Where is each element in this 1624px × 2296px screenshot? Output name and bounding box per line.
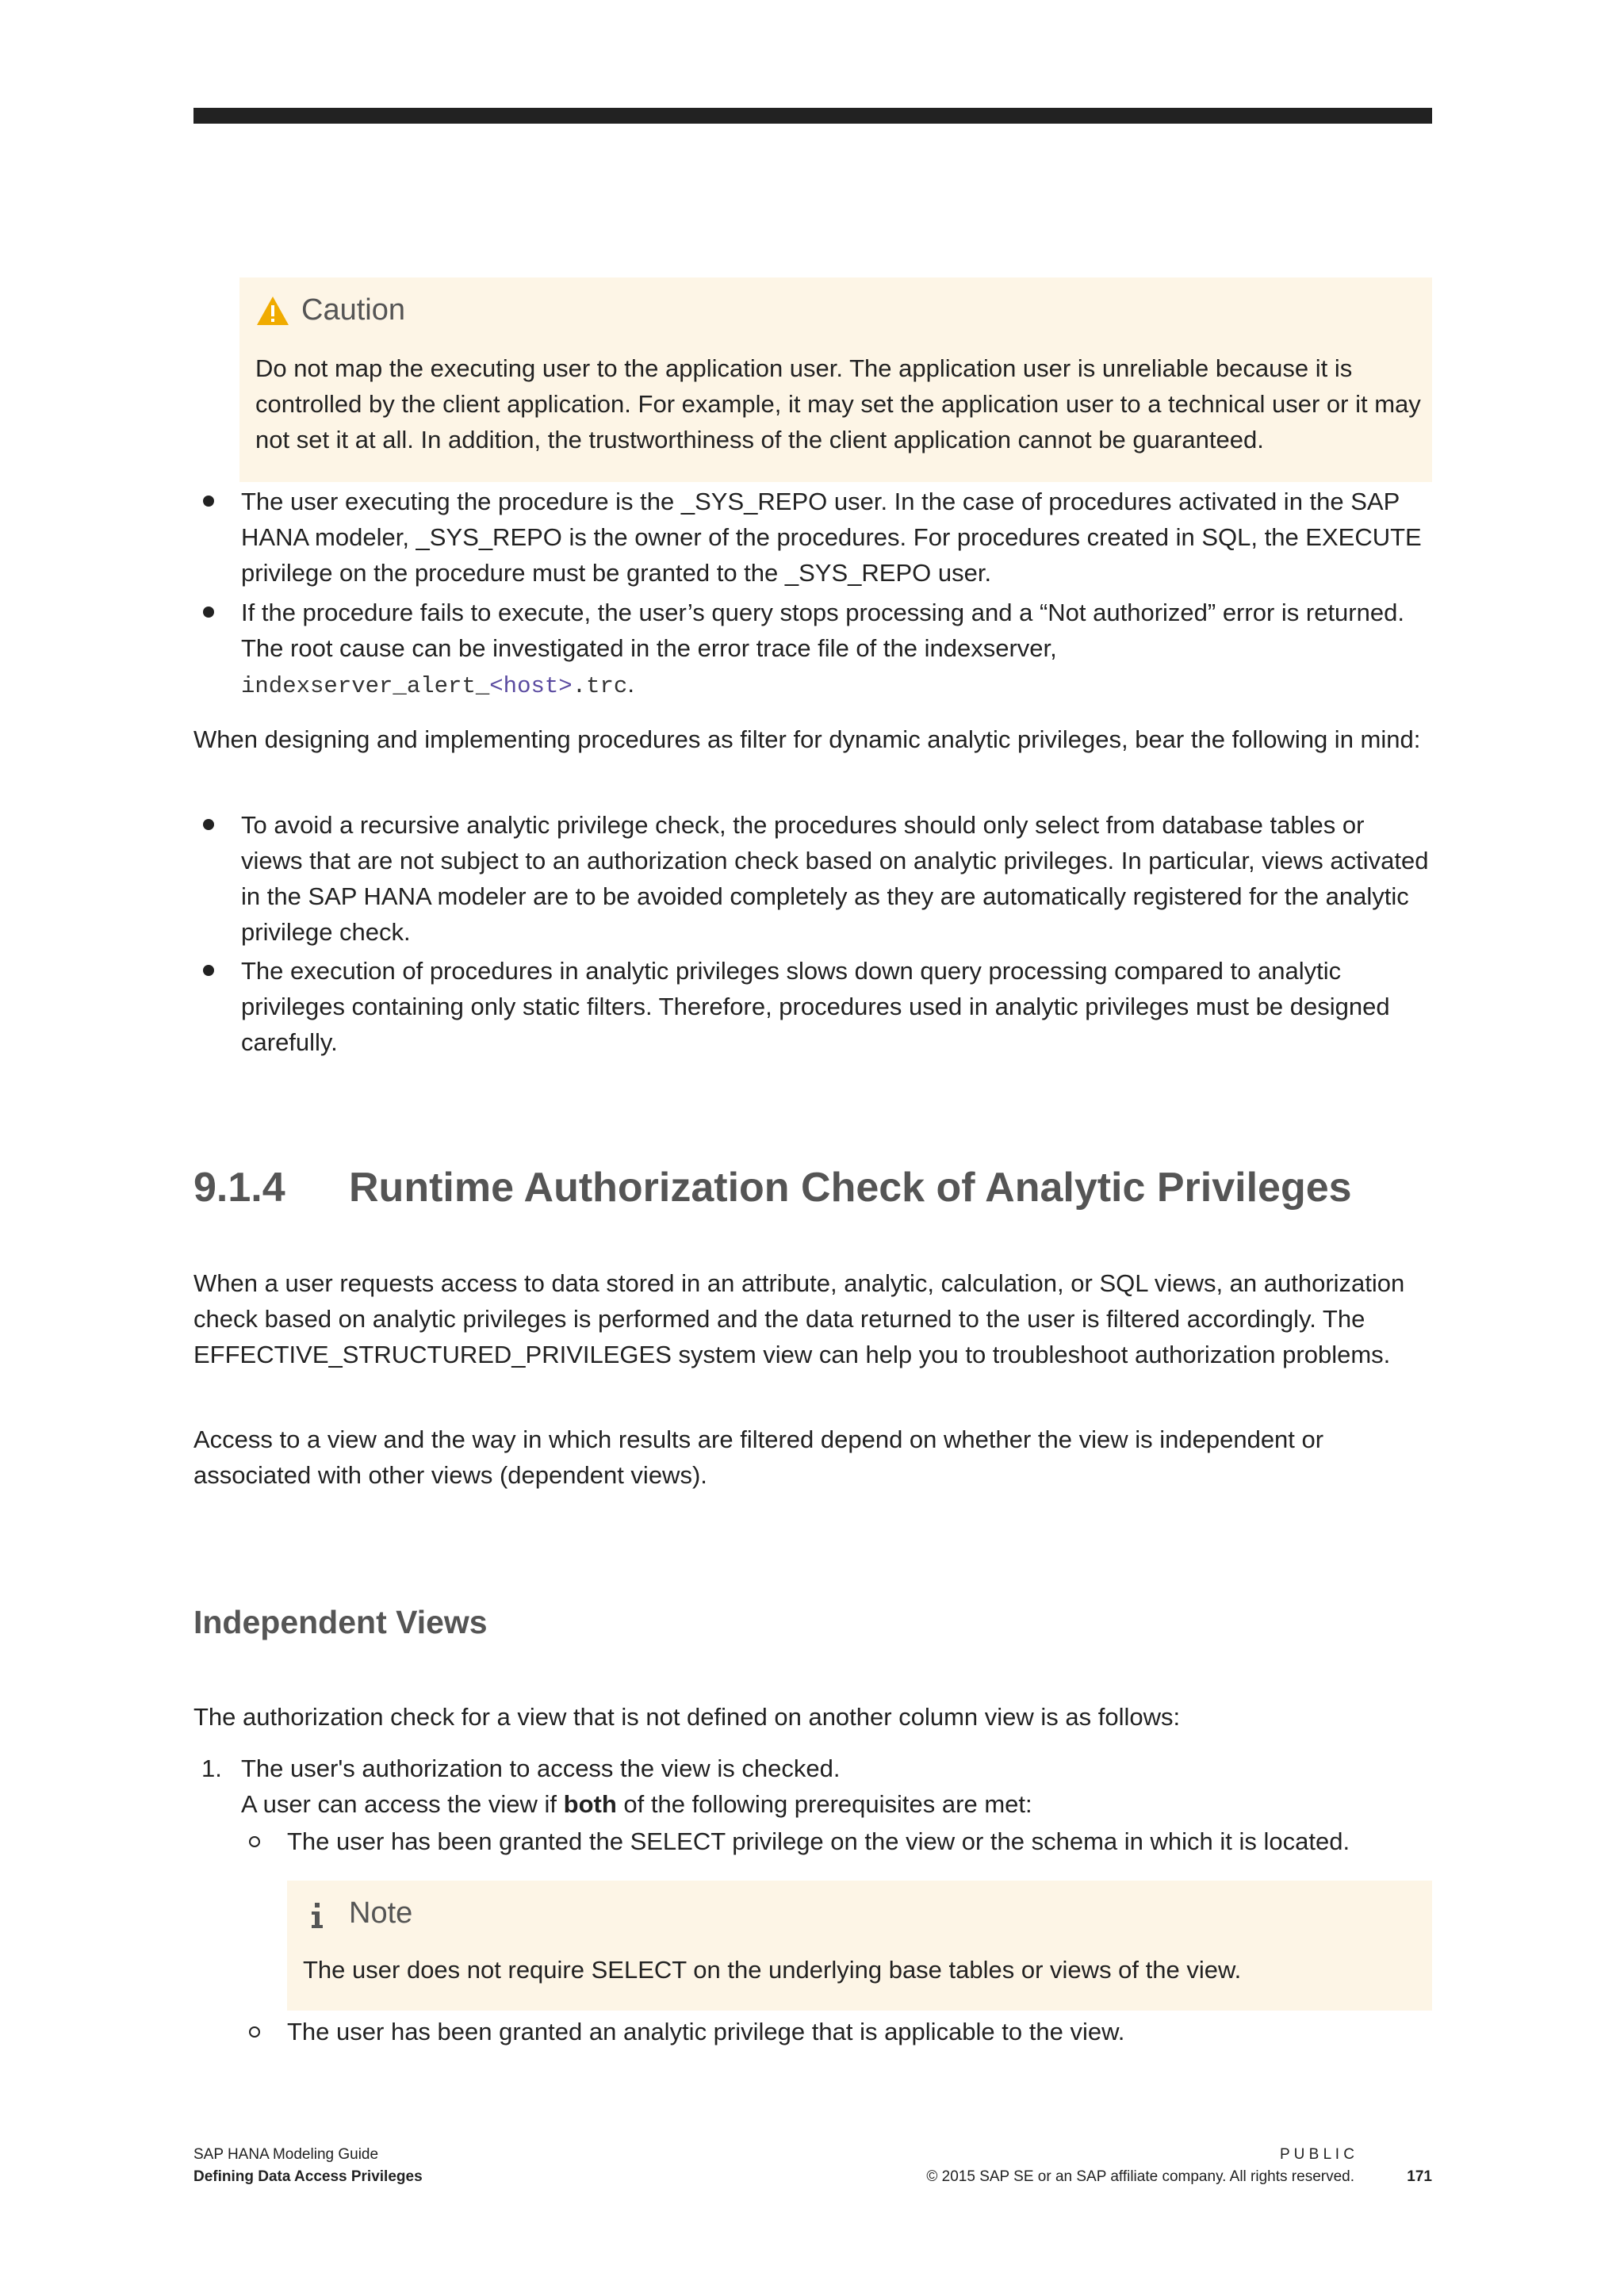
subsection-heading: Independent Views — [193, 1604, 488, 1640]
note-body: The user does not require SELECT on the underlying base tables or views of the view. — [303, 1956, 1242, 1984]
trace-file-name: indexserver_alert_<host>.trc — [241, 673, 628, 699]
sub-list-item: The user has been granted the SELECT privilege on the view or the schema in which it is located. — [287, 1827, 1350, 1855]
bullet-marker — [203, 496, 214, 507]
step-text: The user's authorization to access the view is checked. A user can access the view if both of the following prerequisites are met: — [241, 1755, 1032, 1818]
list-item: To avoid a recursive analytic privilege check, the procedures should only select from database tables or views that are not subject to an authorization check based on analytic privileges. In particular, views activated in the SAP HANA modeler are to be avoided completely as they are automatically registered for the analytic privilege check. — [241, 811, 1429, 946]
caution-title: Caution — [301, 293, 405, 327]
footer-chapter-title: Defining Data Access Privileges — [193, 2168, 423, 2185]
footer-copyright: © 2015 SAP SE or an SAP affiliate company. All rights reserved. — [926, 2168, 1354, 2185]
section-heading — [193, 1162, 1352, 1213]
paragraph: Access to a view and the way in which results are filtered depend on whether the view is independent or associated with other views (dependent views). — [193, 1425, 1324, 1489]
paragraph: The authorization check for a view that is not defined on another column view is as follows: — [193, 1703, 1181, 1731]
paragraph: When designing and implementing procedures as filter for dynamic analytic privileges, bear the following in mind: — [193, 725, 1421, 753]
section-number: 9.1.4 — [193, 1165, 285, 1211]
bullet-marker — [203, 607, 214, 618]
list-item: The user executing the procedure is the _SYS_REPO user. In the case of procedures activated in the SAP HANA modeler, _SYS_REPO is the owner of the procedures. For procedures created in SQL, the EXECUTE privilege on the procedure must be granted to the _SYS_REPO user. — [241, 488, 1422, 587]
section-title: Runtime Authorization Check of Analytic Privileges — [349, 1165, 1352, 1211]
sub-bullet-marker — [249, 2026, 260, 2038]
bullet-marker — [203, 819, 214, 830]
footer-guide-title: SAP HANA Modeling Guide — [193, 2146, 379, 2163]
emphasis-both: both — [563, 1790, 617, 1818]
sub-bullet-marker — [249, 1836, 260, 1847]
page-number: 171 — [1407, 2168, 1432, 2185]
footer-classification: P U B L I C — [1280, 2146, 1354, 2163]
warning-icon — [255, 295, 290, 327]
caution-callout — [239, 277, 1432, 482]
header-rule — [193, 108, 1432, 124]
list-item-text: If the procedure fails to execute, the user’s query stops processing and a “Not authorized” error is returned. The root cause can be investigated in the error trace file of the indexserver, — [241, 599, 1404, 662]
info-icon — [309, 1901, 325, 1930]
list-item: If the procedure fails to execute, the user’s query stops processing and a “Not authorized” error is returned. The root cause can be investigated in the error trace file of the indexserver, indexserver_alert_<host>.trc. — [241, 599, 1404, 699]
list-item: The execution of procedures in analytic privileges slows down query processing compared to analytic privileges containing only static filters. Therefore, procedures used in analytic privileges must be designed carefully. — [241, 957, 1390, 1056]
sub-list-item: The user has been granted an analytic privilege that is applicable to the view. — [287, 2018, 1125, 2045]
caution-body: Do not map the executing user to the application user. The application user is unreliable because it is controlled by the client application. For example, it may set the application user to a technical user or it may not set it at all. In addition, the trustworthiness of the client application cannot be guaranteed. — [255, 354, 1421, 453]
note-title: Note — [349, 1896, 413, 1930]
bullet-marker — [203, 965, 214, 976]
step-number: 1. — [201, 1755, 222, 1782]
note-callout — [287, 1881, 1432, 2011]
paragraph: When a user requests access to data stored in an attribute, analytic, calculation, or SQL views, an authorization check based on analytic privileges is performed and the data returned to the user is filtered accordingly. The EFFECTIVE_STRUCTURED_PRIVILEGES system view can help you to troubleshoot authorization problems. — [193, 1269, 1405, 1368]
